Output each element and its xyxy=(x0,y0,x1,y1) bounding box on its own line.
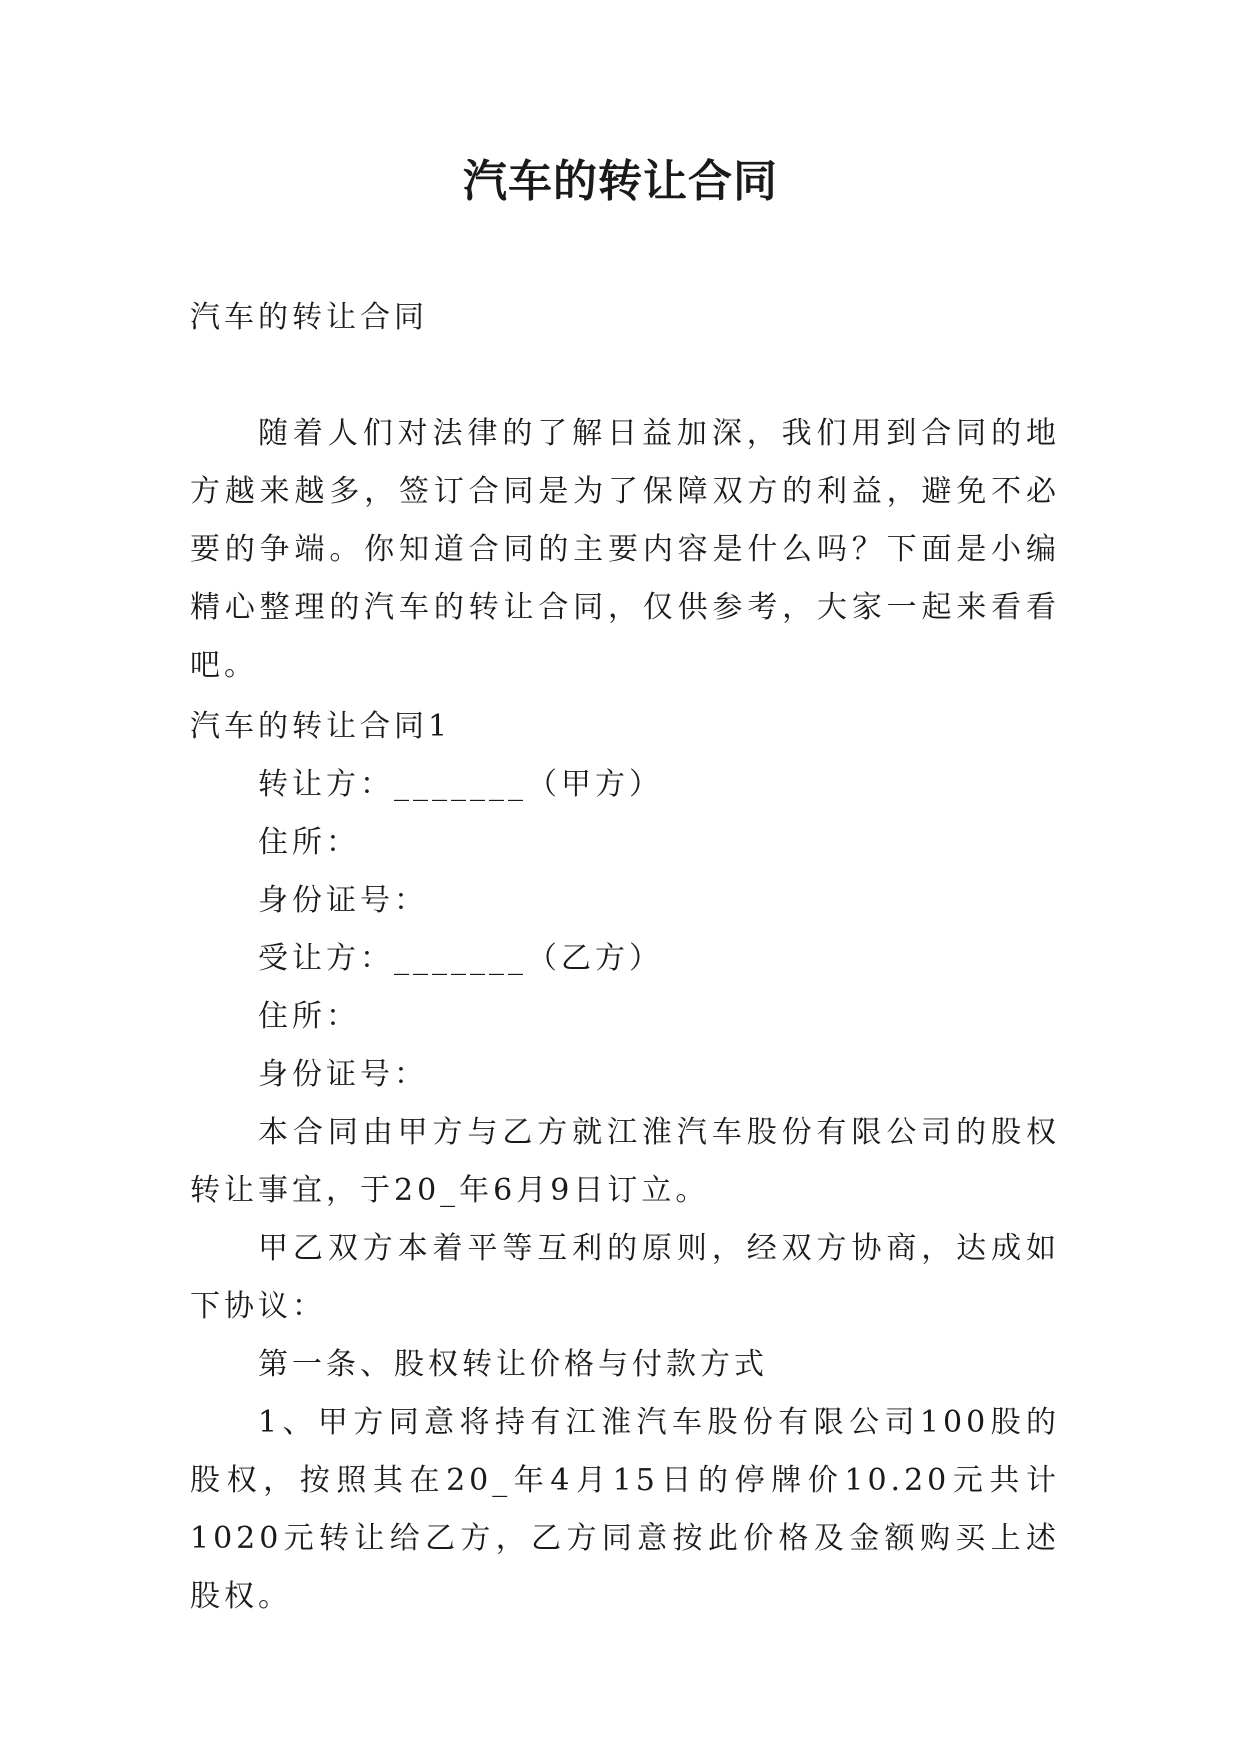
contract-section xyxy=(190,698,1060,1626)
transferor-address-line: 住所： xyxy=(258,825,360,860)
clause-agreement-paragraph: 甲乙双方本着平等互利的原则，经双方协商，达成如下协议： xyxy=(190,1231,1060,1324)
transferee-line: 受让方：_______（乙方） xyxy=(258,941,663,976)
intro-paragraph: 随着人们对法律的了解日益加深，我们用到合同的地方越来越多，签订合同是为了保障双方的利益，避免不必要的争端。你知道合同的主要内容是什么吗？下面是小编精心整理的汽车的转让合同，仅供参考，大家一起来看看吧。 xyxy=(190,416,1060,683)
transferor-line: 转让方：_______（甲方） xyxy=(258,767,663,802)
transferee-address-line: 住所： xyxy=(258,999,360,1034)
document-title: 汽车的转让合同 xyxy=(463,156,778,207)
article-1-title: 第一条、股权转让价格与付款方式 xyxy=(258,1347,768,1382)
contract-heading: 汽车的转让合同1 xyxy=(190,709,452,744)
document-subtitle: 汽车的转让合同 xyxy=(190,300,428,335)
transferee-id-line: 身份证号： xyxy=(258,1057,428,1092)
clause-intro-paragraph: 本合同由甲方与乙方就江淮汽车股份有限公司的股权转让事宜，于20_年6月9日订立。 xyxy=(190,1115,1060,1208)
article-1-item-1: 1、甲方同意将持有江淮汽车股份有限公司100股的股权，按照其在20_年4月15日的停牌价10.20元共计1020元转让给乙方，乙方同意按此价格及金额购买上述股权。 xyxy=(190,1405,1060,1614)
transferor-id-line: 身份证号： xyxy=(258,883,428,918)
